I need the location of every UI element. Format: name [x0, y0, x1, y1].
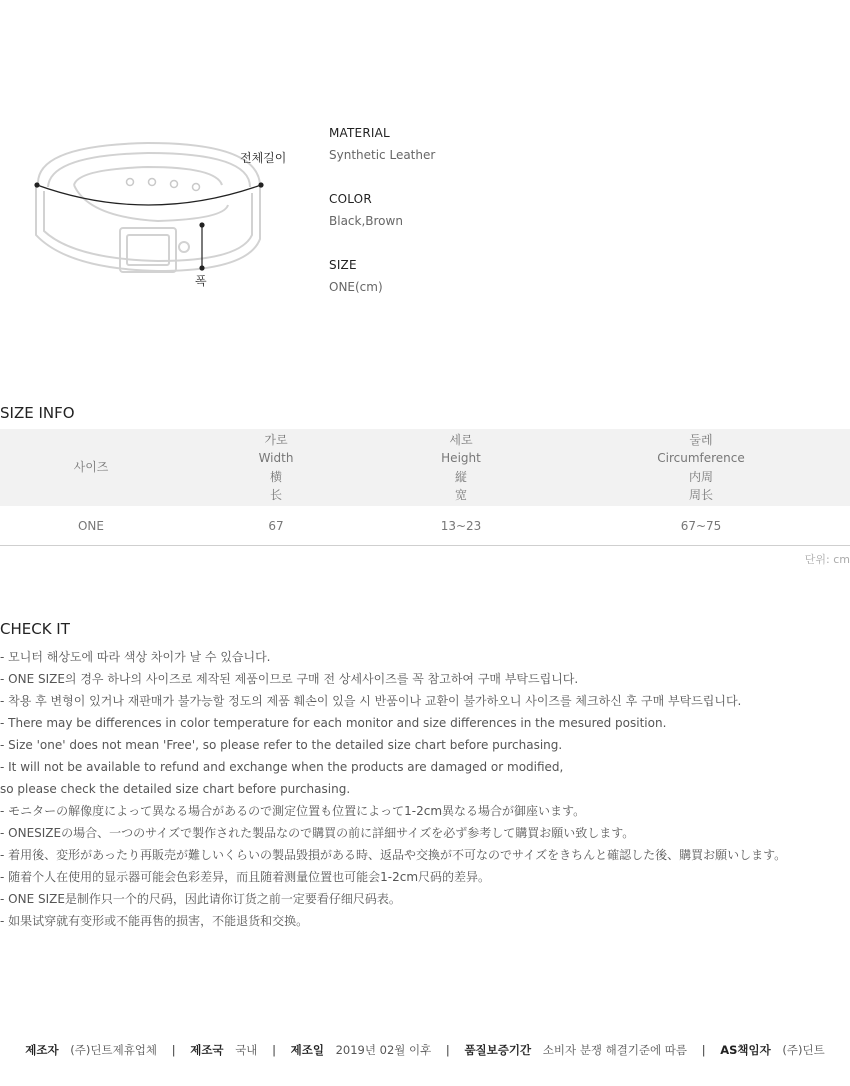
- header-width: 가로 Width 横 长: [182, 429, 370, 506]
- manufacturer-value: (주)딘트제휴업체: [70, 1043, 158, 1057]
- header-circumference: 둘레 Circumference 内周 周长: [552, 429, 850, 506]
- table-row: [0, 506, 850, 546]
- header-height: 세로 Height 縦 宽: [370, 429, 552, 506]
- list-item: - モニターの解像度によって異なる場合があるので測定位置も位置によって1-2cm異なる場合が御座います。: [0, 804, 586, 818]
- list-item: - 随着个人在使用的显示器可能会色彩差异，而且随着测量位置也可能会1-2cm尺码的差异。: [0, 870, 491, 884]
- as-manager-value: (주)딘트: [782, 1043, 825, 1057]
- footer-separator: |: [445, 1043, 450, 1057]
- size-value: ONE(cm): [329, 280, 383, 294]
- belt-diagram: [28, 135, 300, 295]
- footer-separator: |: [272, 1043, 276, 1057]
- width-label: 폭: [195, 274, 207, 288]
- cell-circumference: 67~75: [552, 506, 850, 546]
- size-table-header-row: [0, 429, 850, 506]
- country-label: 제조국: [190, 1043, 224, 1057]
- list-item: so please check the detailed size chart before purchasing.: [0, 782, 351, 796]
- list-item: - It will not be available to refund and exchange when the products are damaged or modified,: [0, 760, 564, 774]
- list-item: - 着用後、変形があったり再販売が難しいくらいの製品毀損がある時、返品や交換が不可なのでサイズをきちんと確認した後、購買お願いします。: [0, 848, 787, 862]
- warranty-label: 품질보증기간: [464, 1043, 532, 1057]
- check-it-heading: CHECK IT: [0, 620, 70, 638]
- country-value: 국내: [235, 1043, 258, 1057]
- cell-size: ONE: [0, 506, 182, 546]
- footer-separator: |: [701, 1043, 706, 1057]
- header-size: 사이즈: [0, 429, 182, 506]
- size-label: SIZE: [329, 258, 357, 272]
- material-value: Synthetic Leather: [329, 148, 436, 162]
- unit-note: 단위: cm: [804, 553, 850, 566]
- manufacture-date-label: 제조일: [290, 1043, 324, 1057]
- length-label: 전체길이: [240, 151, 287, 165]
- list-item: - 如果试穿就有变形或不能再售的损害，不能退货和交换。: [0, 914, 309, 928]
- color-value: Black,Brown: [329, 214, 403, 228]
- cell-width: 67: [182, 506, 370, 546]
- size-table: [0, 429, 850, 546]
- list-item: - Size 'one' does not mean 'Free', so please refer to the detailed size chart before purchasing.: [0, 738, 563, 752]
- manufacturer-label: 제조자: [25, 1043, 59, 1057]
- list-item: - ONE SIZE의 경우 하나의 사이즈로 제작된 제품이므로 구매 전 상세사이즈를 꼭 참고하여 구매 부탁드립니다.: [0, 672, 579, 686]
- check-list: [0, 646, 850, 932]
- warranty-value: 소비자 분쟁 해결기준에 따름: [542, 1043, 688, 1057]
- list-item: - ONESIZEの場合、一つのサイズで製作された製品なので購買の前に詳細サイズを必ず参考して購買お願い致します。: [0, 826, 635, 840]
- manufacture-date-value: 2019년 02월 이후: [335, 1043, 432, 1057]
- list-item: - There may be differences in color temperature for each monitor and size differences in the mesured position.: [0, 716, 667, 730]
- list-item: - 착용 후 변형이 있거나 재판매가 불가능할 정도의 제품 훼손이 있을 시 반품이나 교환이 불가하오니 사이즈를 체크하신 후 구매 부탁드립니다.: [0, 694, 742, 708]
- as-manager-label: AS책임자: [720, 1043, 771, 1057]
- product-info-footer: [0, 1042, 850, 1058]
- material-label: MATERIAL: [329, 126, 390, 140]
- color-label: COLOR: [329, 192, 372, 206]
- list-item: - ONE SIZE是制作只一个的尺码，因此请你订货之前一定要看仔细尺码表。: [0, 892, 401, 906]
- cell-height: 13~23: [370, 506, 552, 546]
- list-item: - 모니터 해상도에 따라 색상 차이가 날 수 있습니다.: [0, 650, 271, 664]
- size-info-heading: SIZE INFO: [0, 404, 75, 422]
- footer-separator: |: [171, 1043, 176, 1057]
